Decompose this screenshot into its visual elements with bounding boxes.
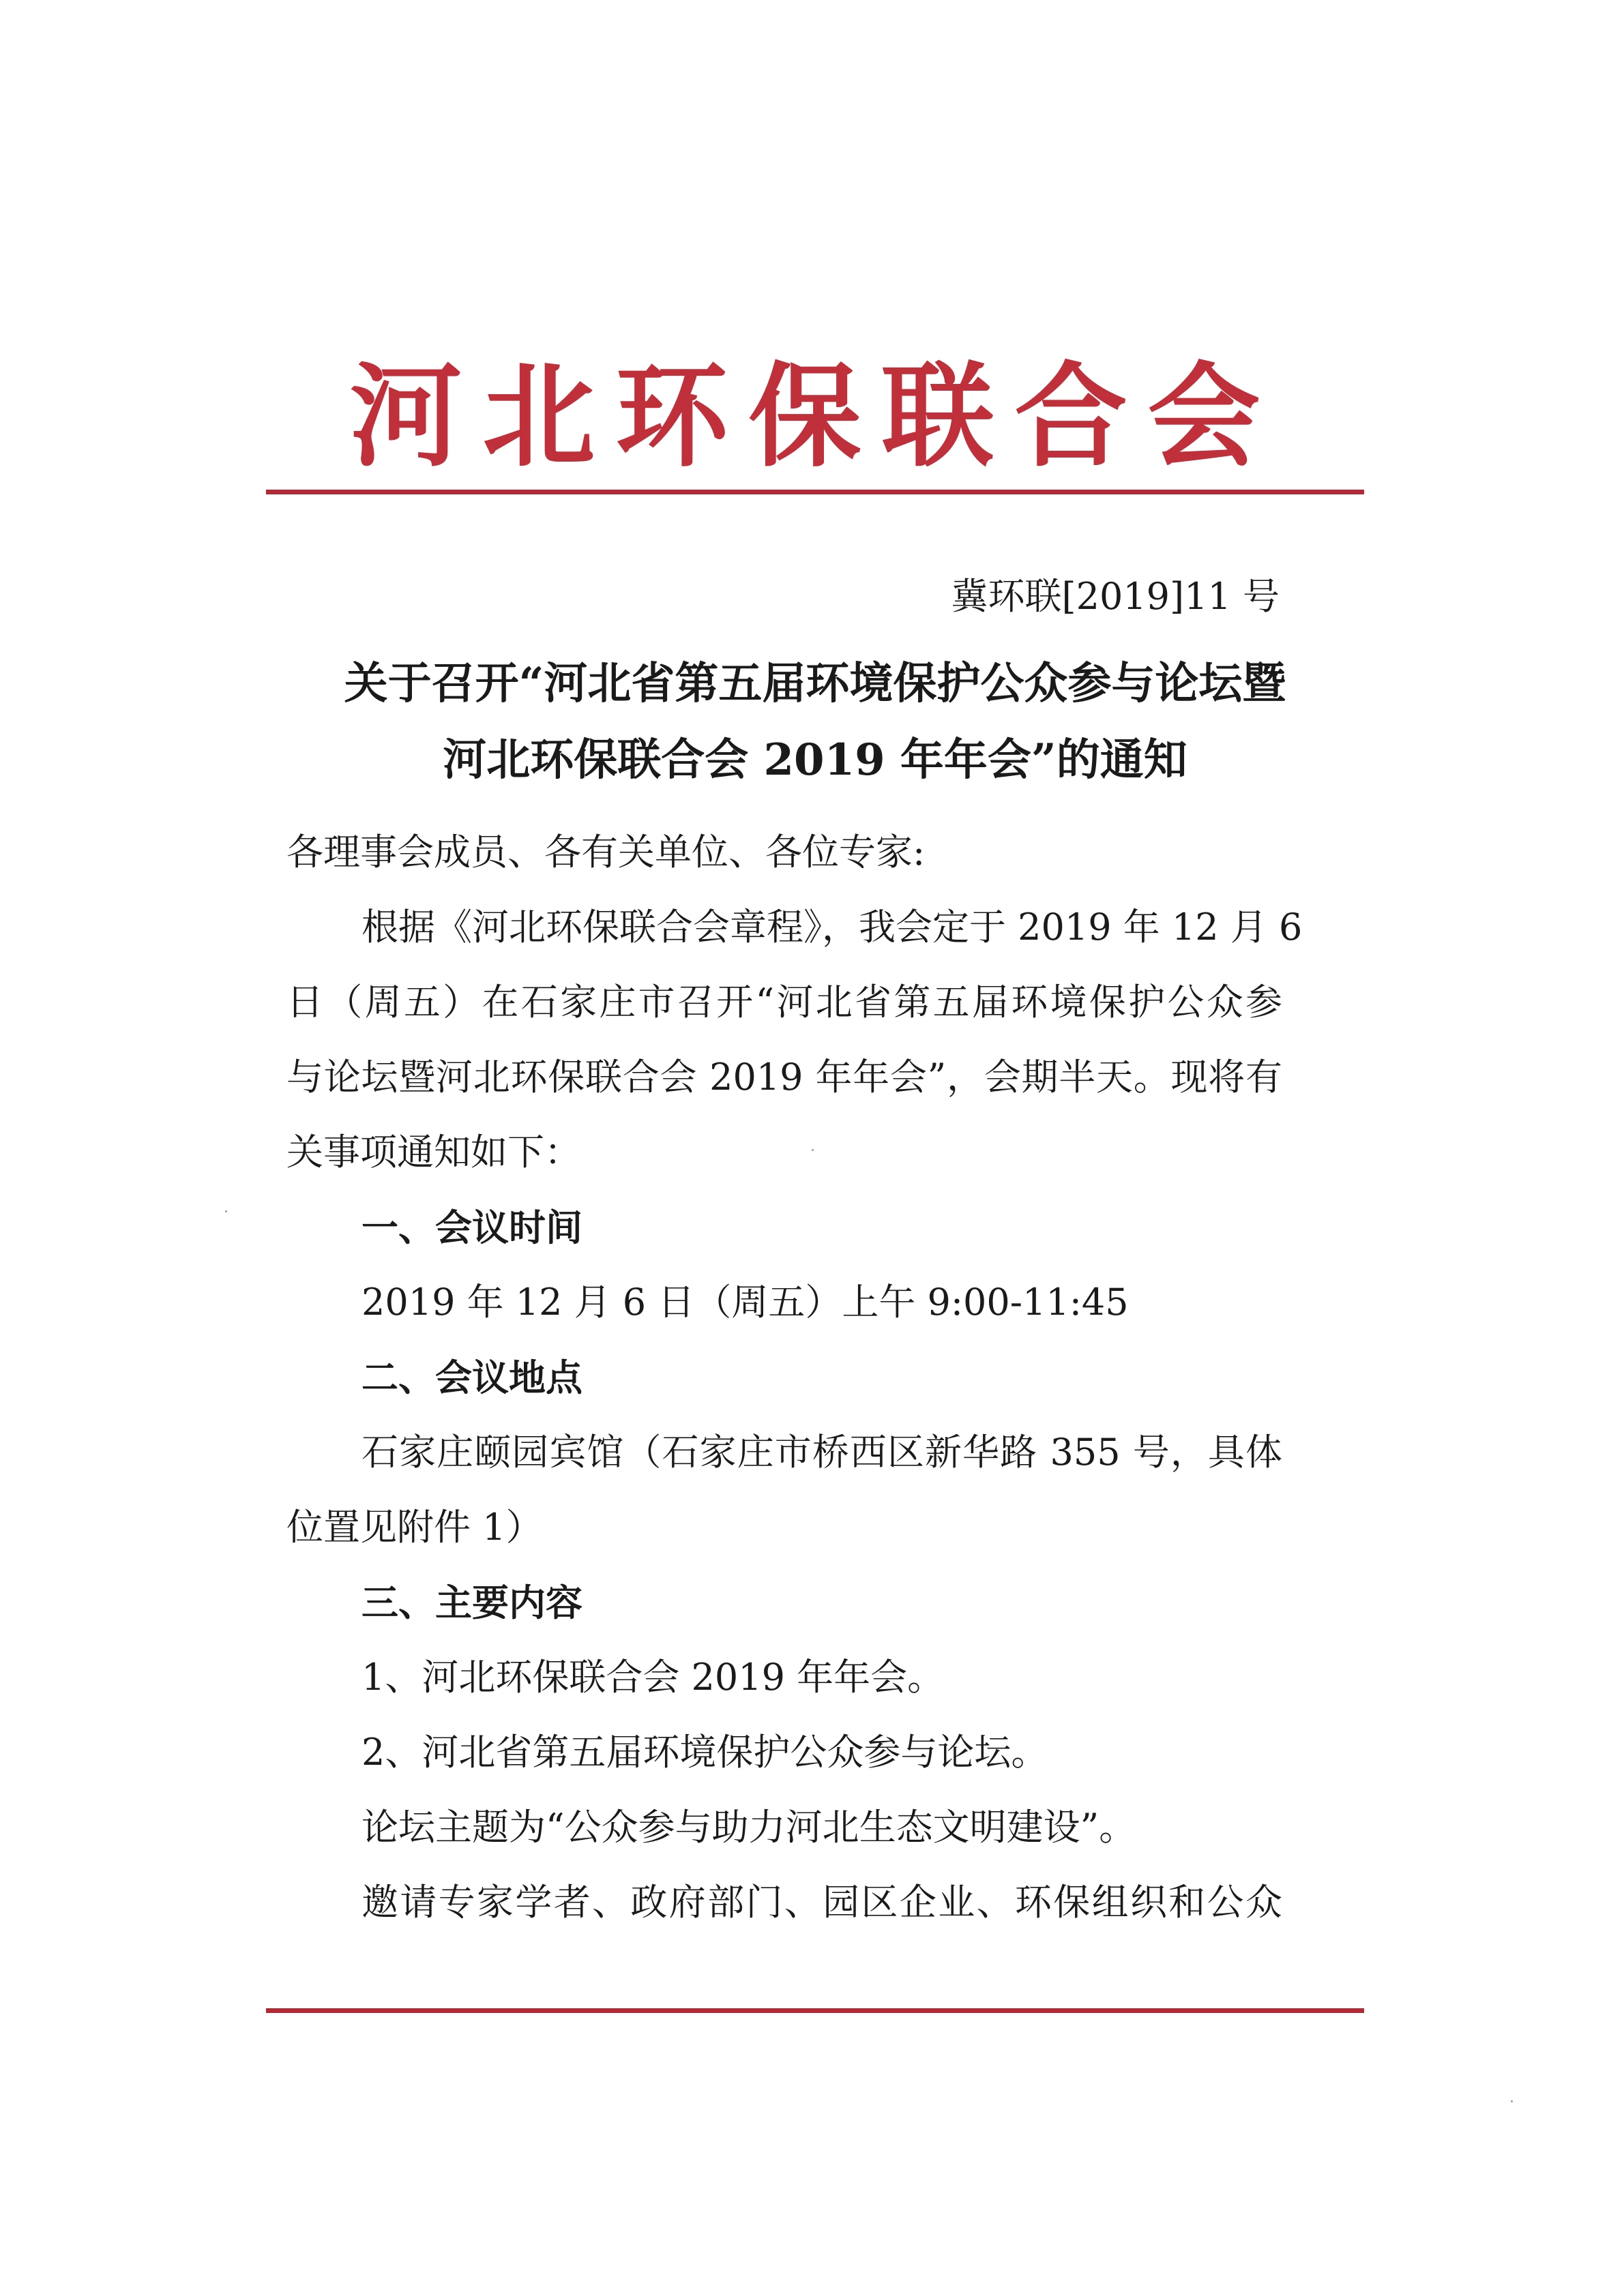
notice-title-line-1: 关于召开“河北省第五届环境保护公众参与论坛暨 <box>344 658 1286 709</box>
invite-line: 邀请专家学者、政府部门、园区企业、环保组织和公众 <box>361 1881 1282 1924</box>
letterhead-red-rule <box>266 490 1364 494</box>
section-1-heading: 一、会议时间 <box>361 1206 582 1249</box>
footer-red-rule <box>266 2008 1364 2013</box>
intro-line-2: 日（周五）在石家庄市召开“河北省第五届环境保护公众参 <box>286 981 1282 1024</box>
meeting-location-line-1: 石家庄颐园宾馆（石家庄市桥西区新华路 355 号，具体 <box>361 1431 1282 1474</box>
intro-line-4: 关事项通知如下： <box>286 1131 581 1174</box>
intro-line-1: 根据《河北环保联合会章程》，我会定于 2019 年 12 月 6 <box>361 906 1303 949</box>
section-2-heading: 二、会议地点 <box>361 1356 582 1399</box>
meeting-time: 2019 年 12 月 6 日（周五）上午 9:00-11:45 <box>361 1281 1129 1324</box>
content-item-2: 2、河北省第五届环境保护公众参与论坛。 <box>361 1731 1048 1774</box>
notice-title-line-2: 河北环保联合会 2019 年年会”的通知 <box>443 734 1187 786</box>
meeting-location-line-2: 位置见附件 1） <box>286 1506 543 1549</box>
content-item-1: 1、河北环保联合会 2019 年年会。 <box>361 1656 945 1699</box>
document-number: 冀环联[2019]11 号 <box>951 575 1280 618</box>
intro-line-3: 与论坛暨河北环保联合会 2019 年年会”，会期半天。现将有 <box>286 1056 1282 1099</box>
section-3-heading: 三、主要内容 <box>361 1581 582 1624</box>
letterhead-title: 河北环保联合会 <box>349 350 1281 482</box>
forum-theme: 论坛主题为“公众参与助力河北生态文明建设”。 <box>361 1806 1136 1849</box>
salutation: 各理事会成员、各有关单位、各位专家: <box>286 831 926 874</box>
